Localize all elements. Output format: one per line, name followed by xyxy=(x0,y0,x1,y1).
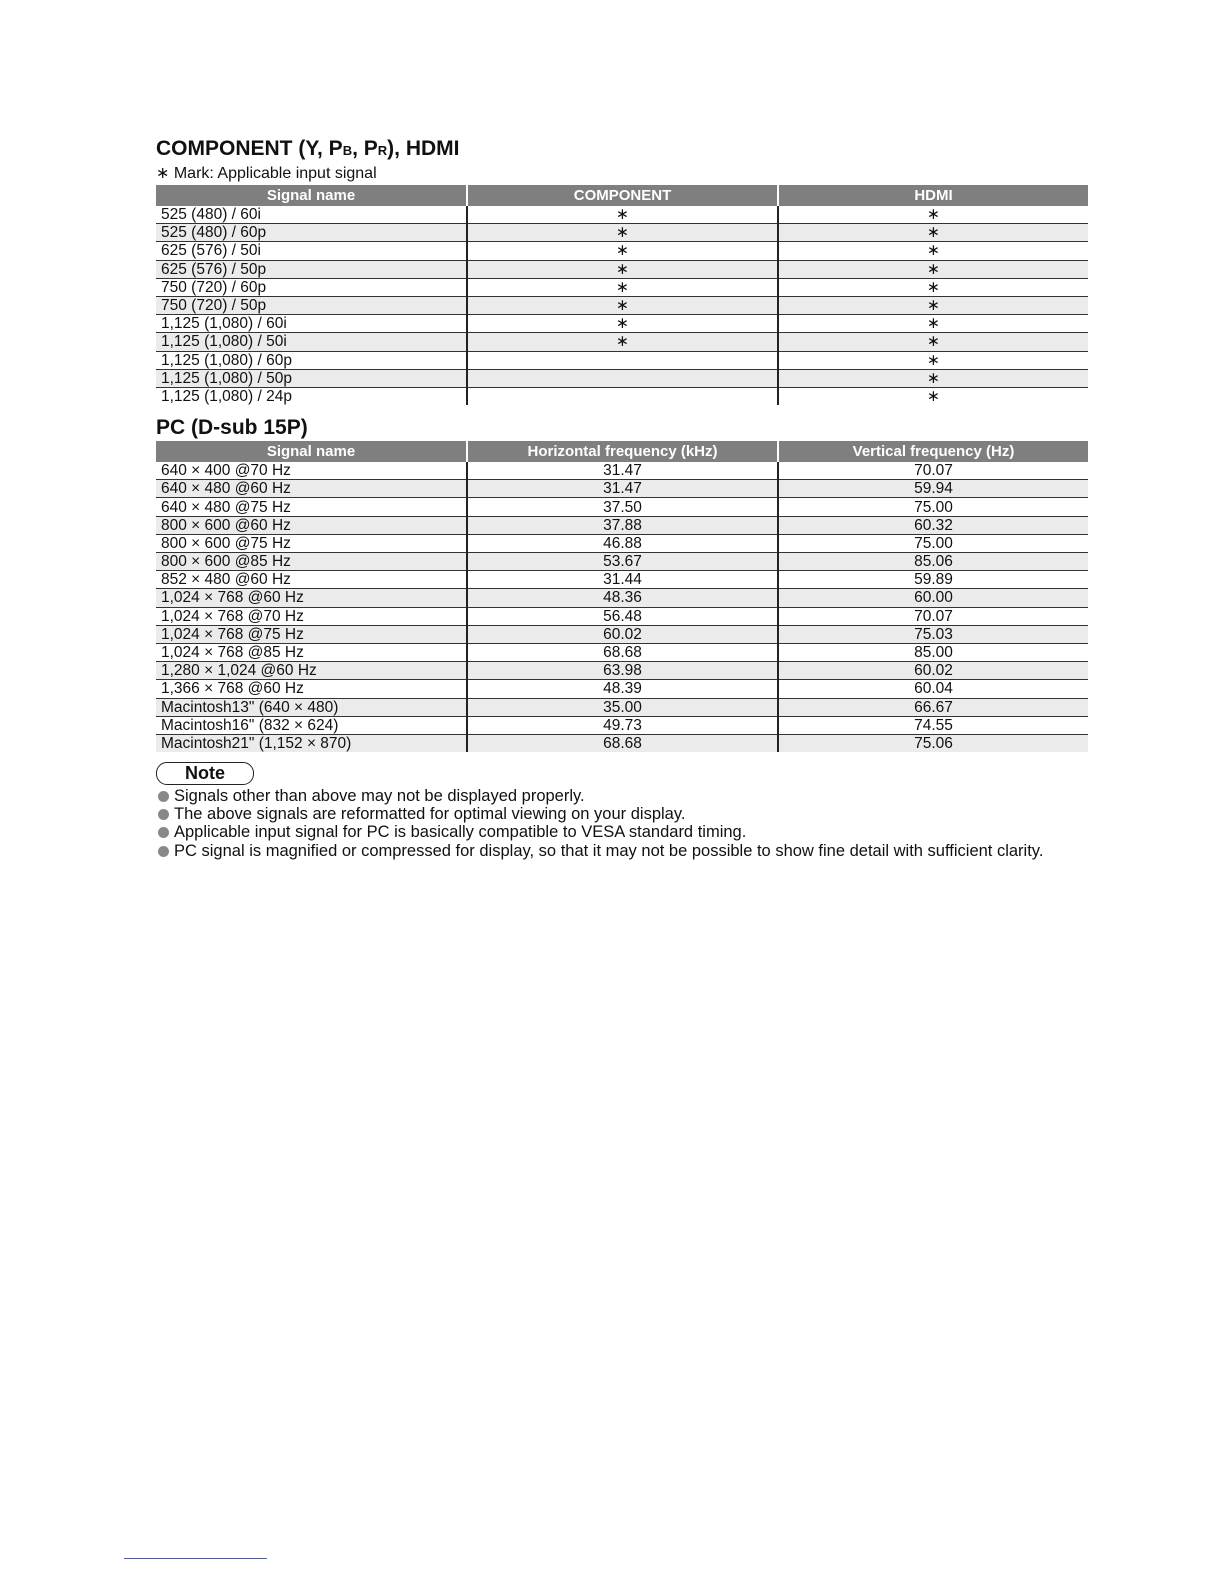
signal-name-cell: 1,024 × 768 @75 Hz xyxy=(156,625,467,643)
table-cell xyxy=(467,387,778,405)
table-cell: 60.02 xyxy=(778,662,1088,680)
column-header: COMPONENT xyxy=(467,185,778,206)
note-item: The above signals are reformatted for optimal viewing on your display. xyxy=(156,805,1088,823)
footer-rule xyxy=(124,1558,267,1559)
signal-name-cell: 1,024 × 768 @85 Hz xyxy=(156,643,467,661)
pc-signal-table xyxy=(156,441,1088,752)
signal-name-cell: 1,125 (1,080) / 60i xyxy=(156,315,467,333)
note-badge: Note xyxy=(156,762,254,785)
table-row xyxy=(156,680,1088,698)
component-title-paren-open: (Y, P xyxy=(292,137,343,160)
table-row xyxy=(156,480,1088,498)
table-cell: ∗ xyxy=(778,206,1088,224)
signal-name-cell: 625 (576) / 50p xyxy=(156,260,467,278)
signal-name-cell: 1,280 × 1,024 @60 Hz xyxy=(156,662,467,680)
table-row xyxy=(156,260,1088,278)
table-cell: 66.67 xyxy=(778,698,1088,716)
signal-name-cell: 625 (576) / 50i xyxy=(156,242,467,260)
table-cell: 85.06 xyxy=(778,553,1088,571)
table-cell: ∗ xyxy=(467,242,778,260)
table-row xyxy=(156,333,1088,351)
note-item: Applicable input signal for PC is basically compatible to VESA standard timing. xyxy=(156,823,1088,841)
table-cell: 59.94 xyxy=(778,480,1088,498)
component-title-main: COMPONENT xyxy=(156,137,293,160)
table-cell: 70.07 xyxy=(778,462,1088,480)
signal-name-cell: 800 × 600 @60 Hz xyxy=(156,516,467,534)
table-cell: ∗ xyxy=(778,260,1088,278)
table-cell: ∗ xyxy=(467,224,778,242)
table-row xyxy=(156,278,1088,296)
table-cell: 60.02 xyxy=(467,625,778,643)
signal-name-cell: 1,024 × 768 @60 Hz xyxy=(156,589,467,607)
table-row xyxy=(156,734,1088,752)
component-title-hdmi: , HDMI xyxy=(394,137,460,160)
table-row xyxy=(156,206,1088,224)
table-cell xyxy=(467,351,778,369)
table-cell: ∗ xyxy=(467,206,778,224)
mark-legend: ∗ Mark: Applicable input signal xyxy=(156,165,377,182)
table-cell: ∗ xyxy=(778,278,1088,296)
component-title-sep: , P xyxy=(352,137,378,160)
table-cell: 75.03 xyxy=(778,625,1088,643)
table-cell: 46.88 xyxy=(467,534,778,552)
table-cell: 68.68 xyxy=(467,734,778,752)
table-cell: 68.68 xyxy=(467,643,778,661)
component-title-pb-sub: B xyxy=(342,143,353,158)
table-cell: 31.47 xyxy=(467,480,778,498)
component-signal-table xyxy=(156,185,1088,405)
table-cell: 85.00 xyxy=(778,643,1088,661)
table-row xyxy=(156,387,1088,405)
table-cell xyxy=(467,369,778,387)
table-cell: ∗ xyxy=(467,296,778,314)
table-cell: ∗ xyxy=(467,260,778,278)
table-cell: 56.48 xyxy=(467,607,778,625)
table-header-row xyxy=(156,185,1088,206)
table-cell: ∗ xyxy=(467,278,778,296)
table-cell: 60.04 xyxy=(778,680,1088,698)
table-cell: 60.32 xyxy=(778,516,1088,534)
table-row xyxy=(156,242,1088,260)
table-cell: 53.67 xyxy=(467,553,778,571)
table-row xyxy=(156,534,1088,552)
table-cell: 31.47 xyxy=(467,462,778,480)
signal-name-cell: 852 × 480 @60 Hz xyxy=(156,571,467,589)
signal-name-cell: 1,125 (1,080) / 50p xyxy=(156,369,467,387)
signal-name-cell: 1,125 (1,080) / 50i xyxy=(156,333,467,351)
column-header: Signal name xyxy=(156,185,467,206)
column-header: Signal name xyxy=(156,441,467,462)
table-row xyxy=(156,516,1088,534)
signal-name-cell: Macintosh16" (832 × 624) xyxy=(156,716,467,734)
signal-name-cell: Macintosh13" (640 × 480) xyxy=(156,698,467,716)
table-header-row xyxy=(156,441,1088,462)
signal-name-cell: 1,366 × 768 @60 Hz xyxy=(156,680,467,698)
table-cell: ∗ xyxy=(778,224,1088,242)
table-cell: 31.44 xyxy=(467,571,778,589)
component-title-paren-close: ) xyxy=(387,137,395,160)
table-cell: 48.39 xyxy=(467,680,778,698)
signal-name-cell: 800 × 600 @85 Hz xyxy=(156,553,467,571)
table-row xyxy=(156,607,1088,625)
component-title-pr-sub: R xyxy=(377,143,388,158)
table-cell: 48.36 xyxy=(467,589,778,607)
table-row xyxy=(156,224,1088,242)
pc-title-rest: (D-sub 15P) xyxy=(185,416,308,440)
table-cell: 37.50 xyxy=(467,498,778,516)
table-cell: ∗ xyxy=(467,315,778,333)
table-row xyxy=(156,462,1088,480)
table-row xyxy=(156,662,1088,680)
note-item: PC signal is magnified or compressed for display, so that it may not be possible to show fine detail with sufficient clarity. xyxy=(156,842,1088,860)
signal-name-cell: 525 (480) / 60p xyxy=(156,224,467,242)
table-cell: 49.73 xyxy=(467,716,778,734)
signal-name-cell: 640 × 480 @75 Hz xyxy=(156,498,467,516)
table-row xyxy=(156,571,1088,589)
table-row xyxy=(156,625,1088,643)
table-row xyxy=(156,369,1088,387)
column-header: Horizontal frequency (kHz) xyxy=(467,441,778,462)
table-row xyxy=(156,716,1088,734)
table-cell: ∗ xyxy=(778,369,1088,387)
table-cell: 59.89 xyxy=(778,571,1088,589)
table-cell: ∗ xyxy=(778,296,1088,314)
table-row xyxy=(156,589,1088,607)
table-cell: ∗ xyxy=(467,333,778,351)
signal-name-cell: 750 (720) / 50p xyxy=(156,296,467,314)
pc-title-main: PC xyxy=(156,416,186,440)
signal-name-cell: 800 × 600 @75 Hz xyxy=(156,534,467,552)
table-cell: 37.88 xyxy=(467,516,778,534)
column-header: Vertical frequency (Hz) xyxy=(778,441,1088,462)
table-row xyxy=(156,498,1088,516)
signal-name-cell: 1,125 (1,080) / 24p xyxy=(156,387,467,405)
document-page xyxy=(156,136,1088,860)
table-cell: 75.00 xyxy=(778,498,1088,516)
table-cell: 70.07 xyxy=(778,607,1088,625)
table-row xyxy=(156,315,1088,333)
table-cell: ∗ xyxy=(927,387,940,405)
table-row xyxy=(156,351,1088,369)
signal-name-cell: Macintosh21" (1,152 × 870) xyxy=(156,734,467,752)
table-cell: ∗ xyxy=(778,242,1088,260)
signal-name-cell: 750 (720) / 60p xyxy=(156,278,467,296)
table-cell: ∗ xyxy=(778,315,1088,333)
table-cell: 63.98 xyxy=(467,662,778,680)
signal-name-cell: 1,024 × 768 @70 Hz xyxy=(156,607,467,625)
signal-name-cell: 1,125 (1,080) / 60p xyxy=(156,351,467,369)
table-cell: ∗ xyxy=(778,333,1088,351)
table-row xyxy=(156,698,1088,716)
table-row xyxy=(156,643,1088,661)
table-cell: 75.06 xyxy=(778,734,1088,752)
note-item: Signals other than above may not be displayed properly. xyxy=(156,787,1088,805)
signal-name-cell: 525 (480) / 60i xyxy=(156,206,467,224)
table-row xyxy=(156,296,1088,314)
signal-name-cell: 640 × 400 @70 Hz xyxy=(156,462,467,480)
signal-name-cell: 640 × 480 @60 Hz xyxy=(156,480,467,498)
table-cell: 74.55 xyxy=(778,716,1088,734)
column-header: HDMI xyxy=(778,185,1088,206)
table-cell: 35.00 xyxy=(467,698,778,716)
component-section-title xyxy=(156,136,1088,164)
table-cell: ∗ xyxy=(778,351,1088,369)
table-cell: 75.00 xyxy=(778,534,1088,552)
pc-section-title xyxy=(156,415,1088,441)
table-row xyxy=(156,553,1088,571)
notes-list xyxy=(156,787,1088,860)
table-cell: 60.00 xyxy=(778,589,1088,607)
